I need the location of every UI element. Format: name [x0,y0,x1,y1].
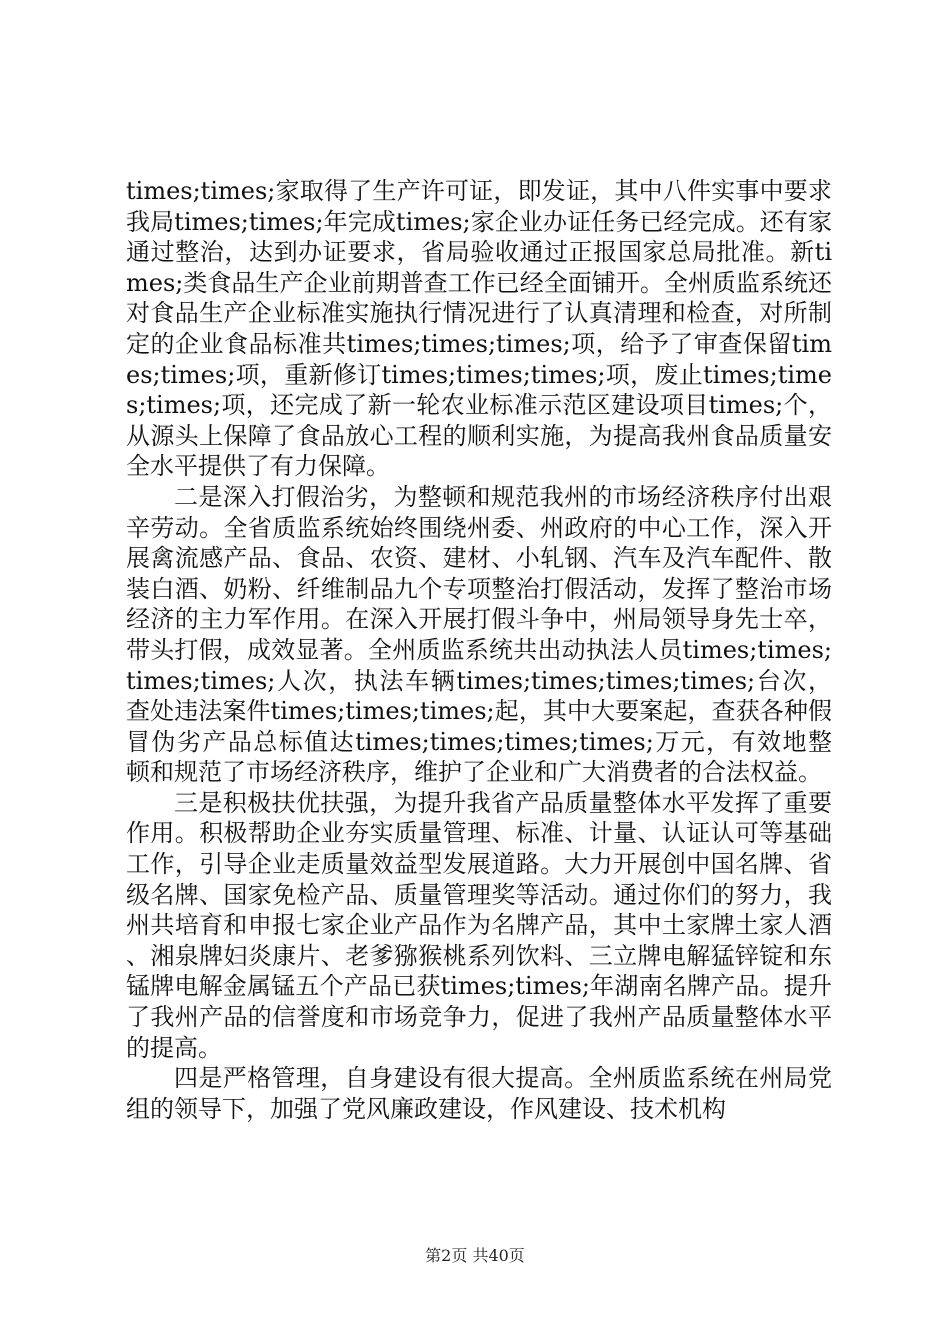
paragraph-2: 二是深入打假治劣，为整顿和规范我州的市场经济秩序付出艰辛劳动。全省质监系统始终围绕州委、州政府的中心工作，深入开展禽流感产品、食品、农资、建材、小轧钢、汽车及汽车配件、散装白酒、奶粉、纤维制品九个专项整治打假活动，发挥了整治市场经济的主力军作用。在深入开展打假斗争中，州局领导身先士卒，带头打假，成效显著。全州质监系统共出动执法人员times;times;times;times;人次，执法车辆times;times;times;times;台次，查处违法案件times;times;times;起，其中大要案起，查获各种假冒伪劣产品总标值达times;times;times;times;万元，有效地整顿和规范了市场经济秩序，维护了企业和广大消费者的合法权益。 [126,482,832,787]
document-body [126,176,832,1124]
paragraph-4: 四是严格管理，自身建设有很大提高。全州质监系统在州局党组的领导下，加强了党风廉政建设，作风建设、技术机构 [126,1064,832,1123]
page-number-footer: 第2页 共40页 [425,1246,525,1265]
paragraph-1: times;times;家取得了生产许可证，即发证，其中八件实事中要求我局times;times;年完成times;家企业办证任务已经完成。还有家通过整治，达到办证要求，省局验收通过正报国家总局批准。新times;类食品生产企业前期普查工作已经全面铺开。全州质监系统还对食品生产企业标准实施执行情况进行了认真清理和检查，对所制定的企业食品标准共times;times;times;项，给予了审查保留times;times;项，重新修订times;times;times;项，废止times;times;times;项，还完成了新一轮农业标准示范区建设项目times;个，从源头上保障了食品放心工程的顺利实施，为提高我州食品质量安全水平提供了有力保障。 [126,177,832,481]
paragraph-3: 三是积极扶优扶强，为提升我省产品质量整体水平发挥了重要作用。积极帮助企业夯实质量管理、标准、计量、认证认可等基础工作，引导企业走质量效益型发展道路。大力开展创中国名牌、省级名牌、国家免检产品、质量管理奖等活动。通过你们的努力，我州共培育和申报七家企业产品作为名牌产品，其中土家牌土家人酒、湘泉牌妇炎康片、老爹猕猴桃系列饮料、三立牌电解猛锌锭和东锰牌电解金属锰五个产品已获times;times;年湖南名牌产品。提升了我州产品的信誉度和市场竞争力，促进了我州产品质量整体水平的提高。 [126,788,832,1062]
